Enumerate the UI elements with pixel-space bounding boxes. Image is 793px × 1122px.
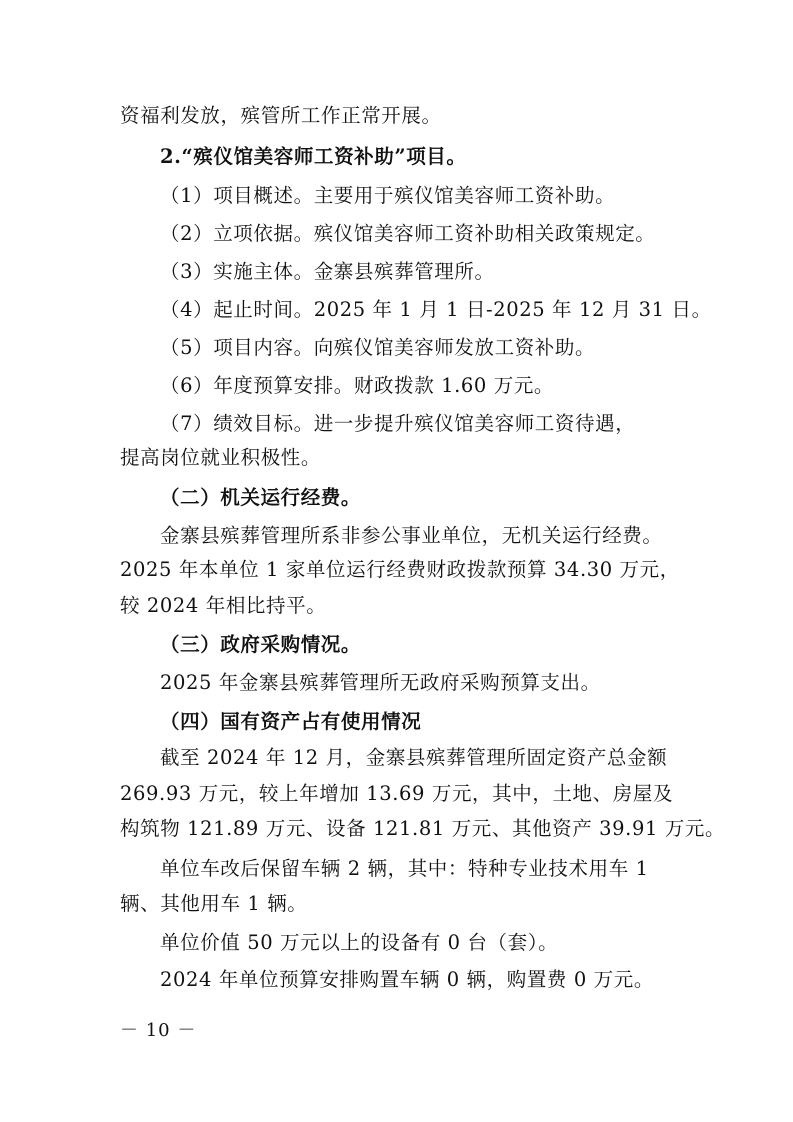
text-line: 资福利发放，殡管所工作正常开展。 (120, 104, 442, 127)
text-line: 269.93 万元，较上年增加 13.69 万元，其中，土地、房屋及 (120, 782, 674, 805)
text-line: 金寨县殡葬管理所系非参公事业单位，无机关运行经费。 (160, 524, 663, 547)
section-heading: （二）机关运行经费。 (160, 486, 362, 509)
project-heading: 2.“殡仪馆美容师工资补助”项目。 (160, 145, 467, 168)
text-line: 单位价值 50 万元以上的设备有 0 台（套）。 (160, 931, 559, 954)
section-heading: （三）政府采购情况。 (160, 633, 362, 656)
text-line: （6）年度预算安排。财政拨款 1.60 万元。 (160, 374, 555, 397)
text-line: 较 2024 年相比持平。 (120, 594, 327, 617)
text-line: （5）项目内容。向殡仪馆美容师发放工资补助。 (160, 336, 596, 359)
text-line: （3）实施主体。金寨县殡葬管理所。 (160, 260, 495, 283)
text-line: （2）立项依据。殡仪馆美容师工资补助相关政策规定。 (160, 222, 656, 245)
section-heading: （四）国有资产占有使用情况 (160, 710, 422, 733)
text-line: 辆、其他用车 1 辆。 (120, 892, 308, 915)
text-line: 2025 年本单位 1 家单位运行经费财政拨款预算 34.30 万元， (120, 558, 680, 581)
text-line: （4）起止时间。2025 年 1 月 1 日-2025 年 12 月 31 日。 (160, 298, 712, 321)
text-line: （7）绩效目标。进一步提升殡仪馆美容师工资待遇， (160, 412, 636, 435)
text-line: 单位车改后保留车辆 2 辆，其中：特种专业技术用车 1 (160, 857, 649, 880)
text-line: 2024 年单位预算安排购置车辆 0 辆，购置费 0 万元。 (160, 968, 654, 991)
text-line: （1）项目概述。主要用于殡仪馆美容师工资补助。 (160, 184, 616, 207)
text-line: 截至 2024 年 12 月，金寨县殡葬管理所固定资产总金额 (160, 746, 668, 769)
page-number: － 10 － (120, 1020, 197, 1041)
text-line: 2025 年金寨县殡葬管理所无政府采购预算支出。 (160, 671, 601, 694)
text-line: 提高岗位就业积极性。 (120, 446, 322, 469)
text-line: 构筑物 121.89 万元、设备 121.81 万元、其他资产 39.91 万元。 (120, 817, 726, 840)
